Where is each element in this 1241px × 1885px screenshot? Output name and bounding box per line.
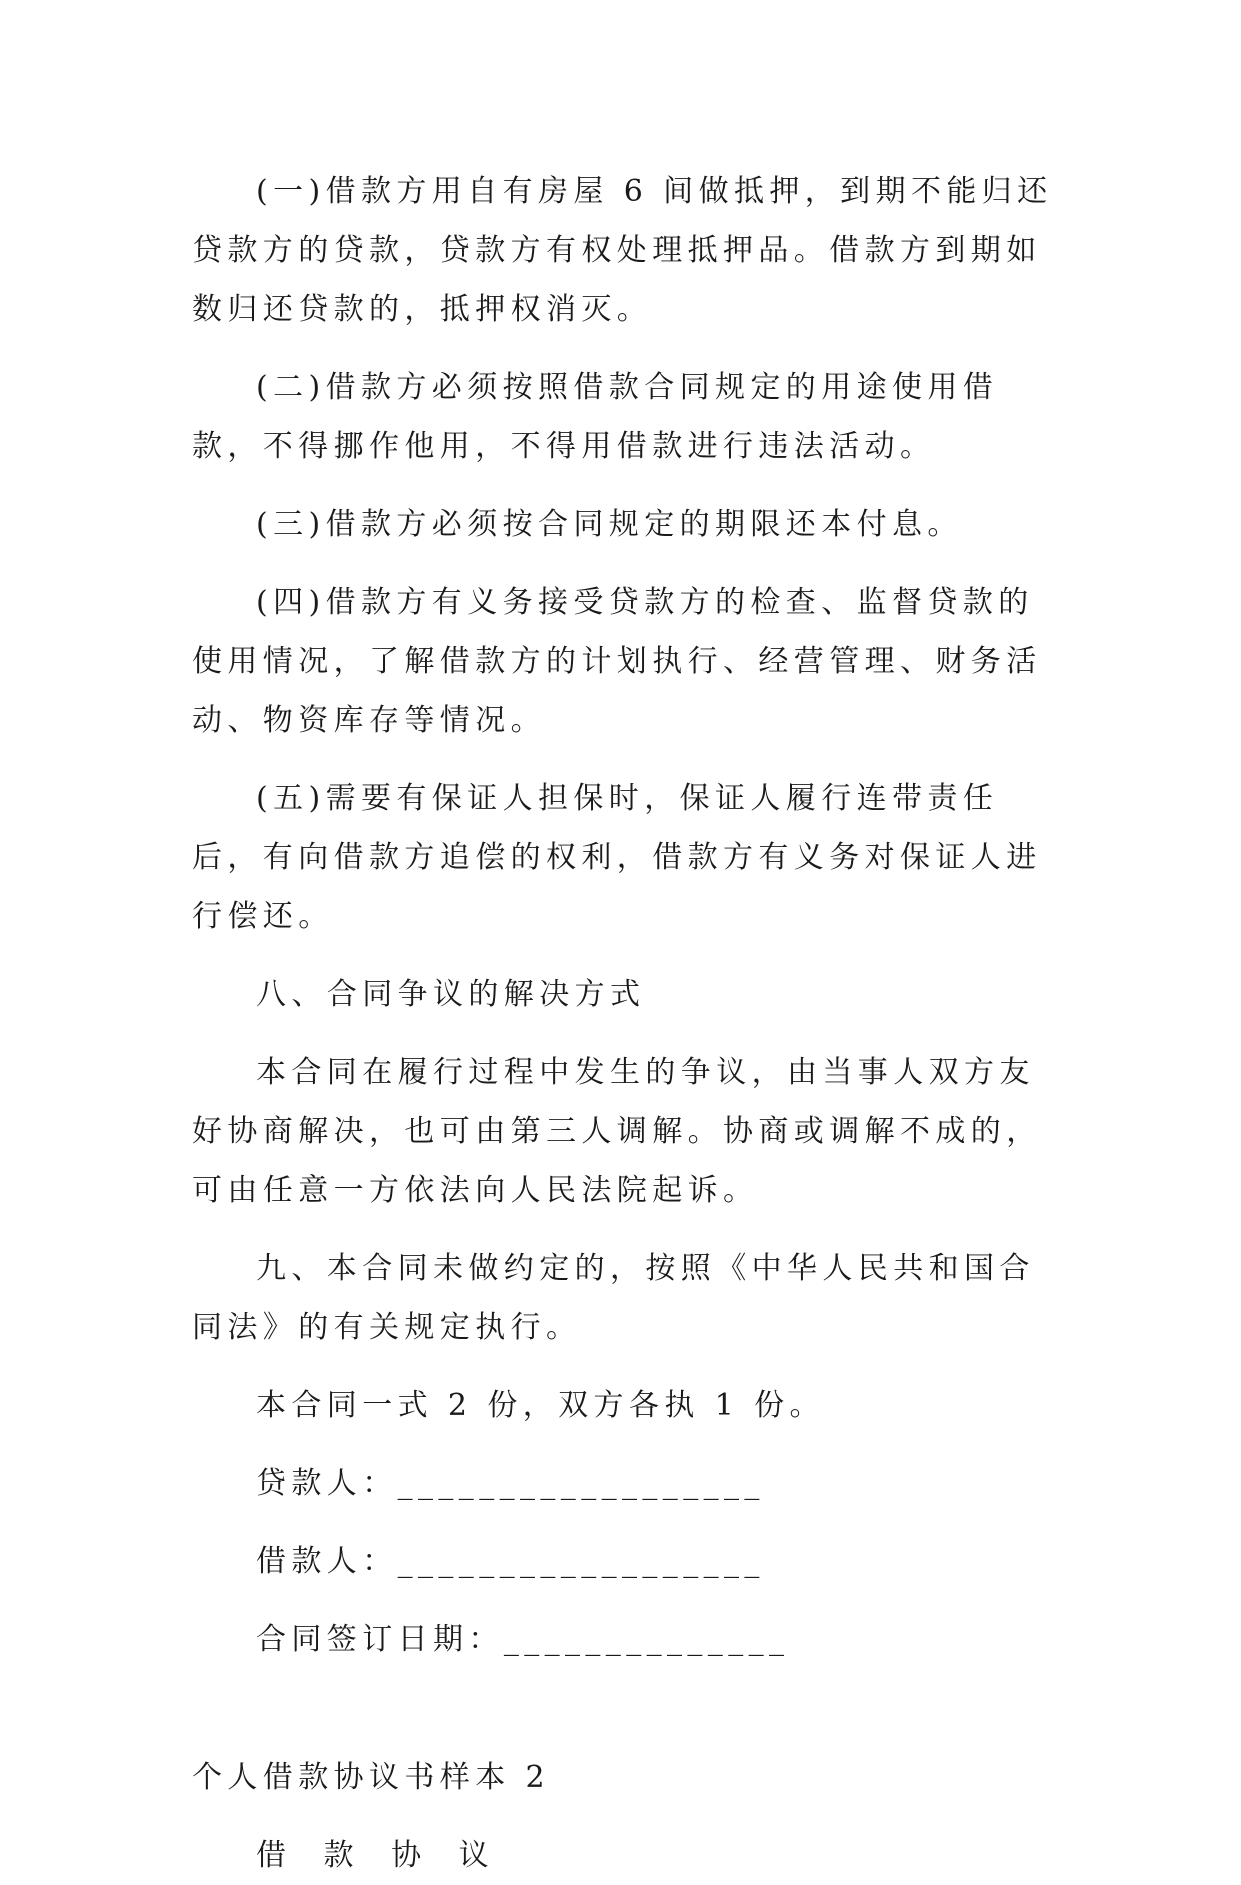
- date-blank: ______________: [503, 1622, 790, 1657]
- borrower-signature-line: [192, 1532, 1054, 1591]
- section-9: 九、本合同未做约定的，按照《中华人民共和国合同法》的有关规定执行。: [192, 1251, 1035, 1345]
- borrower-blank: __________________: [397, 1544, 765, 1579]
- lender-signature-line: [192, 1454, 1054, 1513]
- clause-3: (三)借款方必须按合同规定的期限还本付息。: [256, 507, 963, 542]
- clause-4: (四)借款方有义务接受贷款方的检查、监督贷款的使用情况，了解借款方的计划执行、经营管理、财务活动、物资库存等情况。: [192, 585, 1042, 738]
- lender-label: 贷款人：: [256, 1466, 398, 1501]
- clause-1: (一)借款方用自有房屋 6 间做抵押，到期不能归还贷款方的贷款，贷款方有权处理抵押品。借款方到期如数归还贷款的，抵押权消灭。: [192, 174, 1053, 327]
- agreement-title-text: 借 款 协 议: [256, 1838, 503, 1873]
- section-8-heading: 八、合同争议的解决方式: [256, 977, 646, 1012]
- document-body: [192, 162, 1054, 1885]
- clause-2: (二)借款方必须按照借款合同规定的用途使用借款，不得挪作他用，不得用借款进行违法活动。: [192, 370, 999, 464]
- agreement-title: [192, 1826, 1054, 1885]
- borrower-label: 借款人：: [256, 1544, 398, 1579]
- date-label: 合同签订日期：: [256, 1622, 504, 1657]
- section-8-body: 本合同在履行过程中发生的争议，由当事人双方友好协商解决，也可由第三人调解。协商或调解不成的，可由任意一方依法向人民法院起诉。: [192, 1055, 1042, 1208]
- date-signature-line: [192, 1610, 1054, 1669]
- section-2-heading: 个人借款协议书样本 2: [192, 1760, 551, 1795]
- clause-5: (五)需要有保证人担保时，保证人履行连带责任后，有向借款方追偿的权利，借款方有义务对保证人进行偿还。: [192, 781, 1042, 934]
- copies-note: 本合同一式 2 份，双方各执 1 份。: [256, 1388, 825, 1423]
- lender-blank: __________________: [397, 1466, 765, 1501]
